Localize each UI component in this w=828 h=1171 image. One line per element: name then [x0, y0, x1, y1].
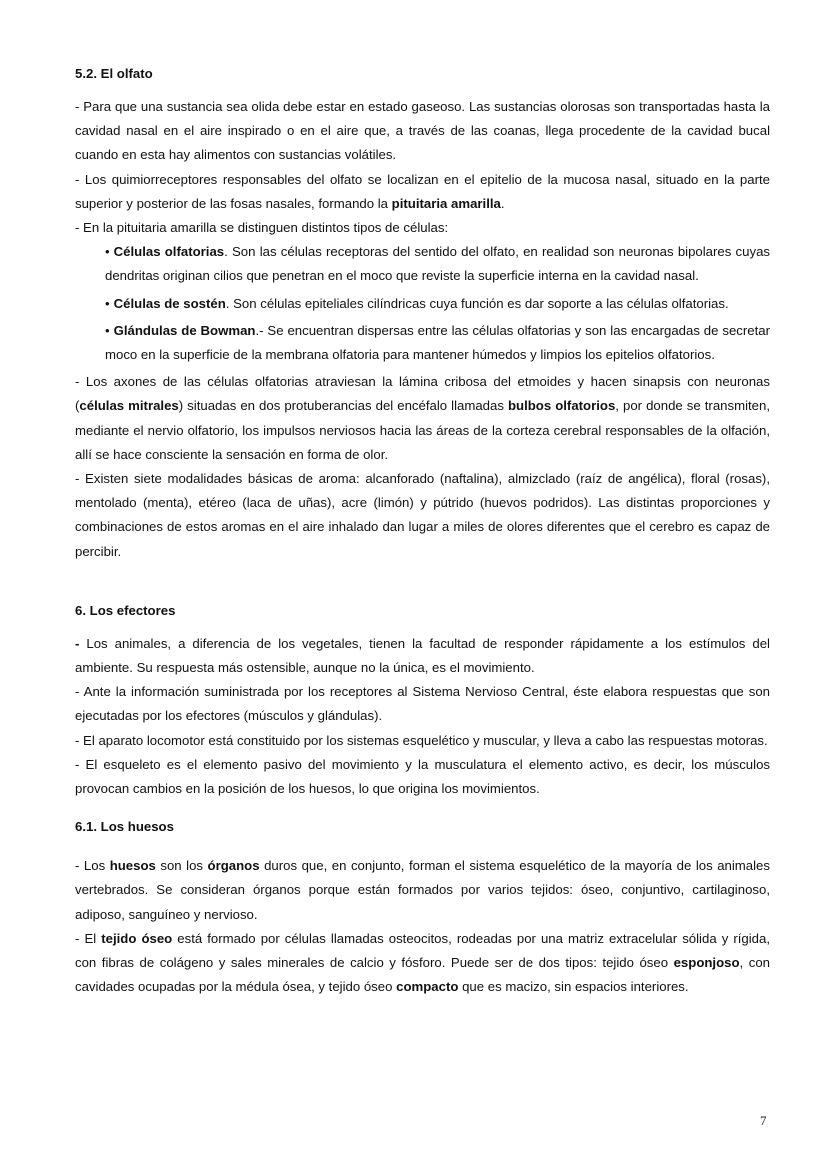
bold-term: compacto: [396, 979, 459, 995]
section-spacer: [75, 564, 770, 599]
paragraph: [75, 168, 770, 216]
bold-term: Glándulas de Bowman: [113, 322, 256, 338]
paragraph-text: - Los: [75, 858, 110, 874]
list-item-text: .- Se encuentran dispersas entre las células olfatorias y son las encargadas de secretar moco en la superficie de la membrana olfatoria para mantener húmedos y limpios los epitelios olfatorios.: [105, 322, 770, 363]
list-item-text: . Son células epiteliales cilíndricas cuya función es dar soporte a las células olfatorias.: [225, 295, 729, 311]
bold-term: bulbos olfatorios: [507, 398, 616, 414]
list-item: [105, 319, 770, 367]
paragraph-text: - Los axones de las células olfatorias atraviesan la lámina cribosa del etmoides y hacen sinapsis con neuronas (: [75, 374, 770, 414]
bold-term: Células de sostén: [113, 295, 226, 311]
paragraph-text: - El esqueleto es el elemento pasivo del movimiento y la musculatura el elemento activo, es decir, los músculos provocan cambios en la posición de los huesos, lo que origina los movimientos.: [75, 756, 770, 797]
paragraph-text: - Ante la información suministrada por los receptores al Sistema Nervioso Central, éste elabora respuestas que son ejecutadas por los efectores (músculos y glándulas).: [75, 684, 770, 724]
paragraph-text: - El: [75, 930, 102, 946]
paragraph-text: - Existen siete modalidades básicas de aroma: alcanforado (naftalina), almizclado (raíz de angélica), floral (rosas), mentolado (menta), etéreo (laca de uñas), acre (limón) y pútrido (huevos podridos). Las distintas proporciones y combinaciones de estos aromas en el aire inhalado dan lugar a miles de olores diferentes que el cerebro es capaz de percibir.: [75, 471, 770, 559]
paragraph-text: está formado por células llamadas osteocitos, rodeadas por una matriz extracelular sólida y rígida, con fibras de colágeno y sales minerales de calcio y fósforo. Puede ser de dos tipos: tejido óseo: [75, 930, 770, 971]
paragraph-text: que es macizo, sin espacios interiores.: [458, 979, 689, 995]
list-item: [105, 240, 770, 288]
paragraph: [75, 216, 770, 240]
paragraph-text: - El aparato locomotor está constituido por los sistemas esquelético y muscular, y lleva a cabo las respuestas motoras.: [75, 732, 768, 748]
bold-term: células mitrales: [79, 398, 179, 414]
bold-term: órganos: [207, 858, 260, 874]
paragraph: [75, 467, 770, 564]
paragraph: [75, 632, 770, 680]
paragraph: [75, 927, 770, 1000]
list-item: [105, 292, 770, 316]
bold-dash: -: [75, 635, 80, 651]
paragraph-text: ) situadas en dos protuberancias del encéfalo llamadas: [178, 398, 508, 414]
paragraph: [75, 729, 770, 753]
paragraph: [75, 680, 770, 728]
paragraph-text: - Los quimiorreceptores responsables del olfato se localizan en el epitelio de la mucosa nasal, situado en la parte superior y posterior de las fosas nasales, formando la: [75, 171, 770, 211]
paragraph-text: , con cavidades ocupadas por la médula ósea, y tejido óseo: [75, 955, 770, 995]
document-page: [75, 62, 770, 1000]
paragraph-text: - En la pituitaria amarilla se distinguen distintos tipos de células:: [75, 220, 449, 236]
bold-term: tejido óseo: [101, 930, 173, 946]
list-item-text: . Son las células receptoras del sentido del olfato, en realidad son neuronas bipolares cuyas dendritas originan cilios que penetran en el moco que reviste la superficie interna en la cavidad nasal.: [105, 244, 771, 284]
paragraph: [75, 753, 770, 801]
paragraph: [75, 370, 770, 467]
bold-term: esponjoso: [673, 955, 740, 971]
bold-term: pituitaria amarilla: [391, 195, 501, 211]
paragraph: [75, 95, 770, 168]
page-number: 7: [760, 1113, 767, 1128]
paragraph-text: duros que, en conjunto, forman el sistema esquelético de la mayoría de los animales vertebrados. Se consideran órganos porque están formados por varios tejidos: óseo, conjuntivo, cartilaginoso, adiposo, sanguíneo y nervioso.: [75, 858, 770, 922]
paragraph-text: son los: [155, 858, 208, 874]
section-heading-huesos: 6.1. Los huesos: [75, 819, 174, 835]
section-heading-efectores: 6. Los efectores: [75, 602, 176, 618]
section-heading-olfato: 5.2. El olfato: [75, 66, 153, 81]
bold-term: huesos: [109, 858, 156, 874]
cell-types-list: [75, 240, 770, 367]
paragraph-text: , por donde se transmiten, mediante el nervio olfatorio, los impulsos nerviosos hacia las áreas de la corteza cerebral responsables de la olfación, allí se hace consciente la sensación en forma de olor.: [75, 398, 770, 462]
paragraph: [75, 854, 770, 927]
bold-term: Células olfatorias: [113, 244, 225, 260]
paragraph-text: .: [500, 195, 505, 211]
paragraph-text: Los animales, a diferencia de los vegetales, tienen la facultad de responder rápidamente a los estímulos del ambiente. Su respuesta más ostensible, aunque no la única, es el movimiento.: [75, 635, 770, 676]
section-spacer: [75, 801, 770, 815]
paragraph-text: - Para que una sustancia sea olida debe estar en estado gaseoso. Las sustancias olorosas son transportadas hasta la cavidad nasal en el aire inspirado o en el aire que, a través de las coanas, llega procedente de la cavidad bucal cuando en esta hay alimentos con sustancias volátiles.: [75, 99, 770, 163]
